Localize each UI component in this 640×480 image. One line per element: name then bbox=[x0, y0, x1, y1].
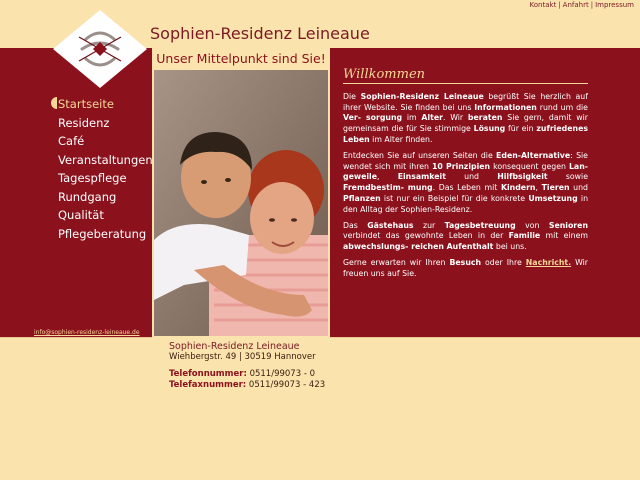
body-text: für ein bbox=[505, 124, 537, 134]
welcome-paragraph-4 bbox=[343, 258, 588, 280]
hero-photo-grandmother-and-child bbox=[154, 70, 328, 336]
slogan-banner bbox=[152, 48, 330, 70]
site-title: Sophien-Residenz Leineaue bbox=[150, 24, 370, 43]
slogan: Unser Mittelpunkt sind Sie! bbox=[156, 51, 326, 66]
top-link-anfahrt[interactable]: Anfahrt bbox=[562, 1, 589, 9]
body-text: Entdecken Sie auf unseren Seiten die bbox=[343, 150, 497, 160]
welcome-paragraph-3 bbox=[343, 221, 588, 253]
body-text: von bbox=[515, 220, 549, 230]
body-text: Gerne erwarten wir Ihren bbox=[343, 257, 450, 267]
body-text: begrüßt Sie herzlich auf ihrer Website. Sie finden bei uns bbox=[343, 91, 588, 112]
phone-label: Telefonnummer: bbox=[169, 369, 247, 379]
phone-number: 0511/99073 - 0 bbox=[249, 369, 315, 379]
body-text: . Das Leben mit bbox=[432, 183, 501, 193]
body-text: Wir freuen uns auf Sie. bbox=[343, 257, 589, 278]
emphasis-text: Ver- sorgung bbox=[343, 113, 403, 123]
address-block bbox=[169, 341, 325, 391]
address-name: Sophien-Residenz Leineaue bbox=[169, 341, 300, 352]
emphasis-text: Besuch bbox=[449, 257, 482, 267]
top-links bbox=[530, 1, 634, 9]
nav-item-qualitaet[interactable]: Qualität bbox=[58, 208, 104, 222]
nav-item-residenz[interactable]: Residenz bbox=[58, 115, 110, 130]
welcome-paragraph-1 bbox=[343, 92, 588, 146]
emphasis-text: Lösung bbox=[473, 124, 506, 134]
active-bullet-icon bbox=[51, 97, 57, 109]
nav-item-cafe[interactable]: Café bbox=[58, 134, 85, 148]
address-phone-row bbox=[169, 369, 325, 380]
nav-item-label: Startseite bbox=[58, 97, 114, 111]
emphasis-text: abwechslungs- reichen Aufenthalt bbox=[343, 242, 494, 252]
emphasis-text: Gästehaus bbox=[367, 220, 414, 230]
welcome-heading: Willkommen bbox=[343, 70, 588, 84]
main-navigation bbox=[52, 95, 153, 243]
top-link-separator: | bbox=[558, 1, 561, 9]
body-text: im Alter finden. bbox=[369, 134, 433, 144]
body-text: konsequent gegen bbox=[490, 161, 569, 171]
emphasis-text: Tagesbetreuung bbox=[444, 220, 516, 230]
body-text: , bbox=[377, 172, 398, 182]
emphasis-text: Senioren bbox=[548, 220, 588, 230]
emphasis-text: 10 Prinzipien bbox=[431, 161, 491, 171]
address-street: Wiehbergstr. 49 | 30519 Hannover bbox=[169, 352, 316, 362]
emphasis-text: Umsetzung bbox=[528, 193, 578, 203]
body-text: Das bbox=[343, 220, 368, 230]
body-text: und bbox=[569, 183, 589, 193]
emphasis-text: Kindern bbox=[500, 183, 536, 193]
emphasis-text: Informationen bbox=[474, 102, 537, 112]
body-text: rund um die bbox=[536, 102, 588, 112]
body-text: im bbox=[402, 113, 422, 123]
body-text: : Sie wendet sich mit ihren bbox=[343, 150, 588, 171]
body-text: bei uns. bbox=[493, 242, 527, 252]
nachricht-link[interactable]: Nachricht. bbox=[525, 257, 572, 267]
emphasis-text: Hilfbsigkeit bbox=[497, 172, 548, 182]
emphasis-text: Eden-Alternative bbox=[496, 150, 571, 160]
body-text: in den Alltag der Sophien-Residenz. bbox=[343, 193, 589, 214]
nav-item-pflegeberatung[interactable]: Pflegeberatung bbox=[58, 226, 147, 241]
nav-item-veranstaltungen[interactable]: Veranstaltungen bbox=[58, 152, 153, 167]
emphasis-text: Fremdbestim- mung bbox=[343, 183, 433, 193]
emphasis-text: Einsamkeit bbox=[397, 172, 446, 182]
body-text: ist nur ein Beispiel für die konkrete bbox=[380, 193, 529, 203]
nav-item-rundgang[interactable]: Rundgang bbox=[58, 189, 117, 204]
emphasis-text: Sophien-Residenz Leineaue bbox=[360, 91, 484, 101]
logo-icon bbox=[52, 9, 148, 89]
top-link-impressum[interactable]: Impressum bbox=[595, 1, 634, 9]
welcome-paragraph-2 bbox=[343, 151, 588, 216]
body-text: Sie gern, damit wir gemeinsam die für Sie stimmige bbox=[343, 113, 588, 134]
body-text: und bbox=[445, 172, 498, 182]
body-text: Die bbox=[343, 91, 361, 101]
hero-photo-illustration bbox=[154, 70, 328, 336]
body-text: . Wir bbox=[442, 113, 468, 123]
emphasis-text: Lan- geweile bbox=[343, 161, 588, 182]
body-text: sowie bbox=[547, 172, 588, 182]
body-text: mit einem bbox=[540, 231, 588, 241]
emphasis-text: Familie bbox=[508, 231, 541, 241]
address-fax-row bbox=[169, 380, 325, 391]
email-link[interactable]: info@sophien-residenz-leineaue.de bbox=[34, 329, 140, 336]
top-link-kontakt[interactable]: Kontakt bbox=[529, 1, 557, 9]
nav-item-tagespflege[interactable]: Tagespflege bbox=[58, 171, 127, 185]
fax-label: Telefaxnummer: bbox=[169, 380, 247, 390]
body-text: , bbox=[535, 183, 542, 193]
body-text: oder Ihre bbox=[481, 257, 526, 267]
emphasis-text: Alter bbox=[421, 113, 443, 123]
emphasis-text: zufriedenes Leben bbox=[343, 124, 588, 144]
fax-number: 0511/99073 - 423 bbox=[248, 380, 326, 390]
top-link-separator: | bbox=[590, 1, 594, 9]
body-text: zur bbox=[413, 220, 445, 230]
body-text: verbindet das gewohnte Leben in der bbox=[343, 231, 509, 241]
welcome-content bbox=[343, 67, 589, 285]
nav-item-startseite[interactable] bbox=[52, 95, 148, 114]
emphasis-text: Tieren bbox=[541, 183, 570, 193]
emphasis-text: Pflanzen bbox=[343, 193, 381, 203]
emphasis-text: beraten bbox=[467, 113, 503, 123]
logo[interactable] bbox=[52, 9, 148, 89]
